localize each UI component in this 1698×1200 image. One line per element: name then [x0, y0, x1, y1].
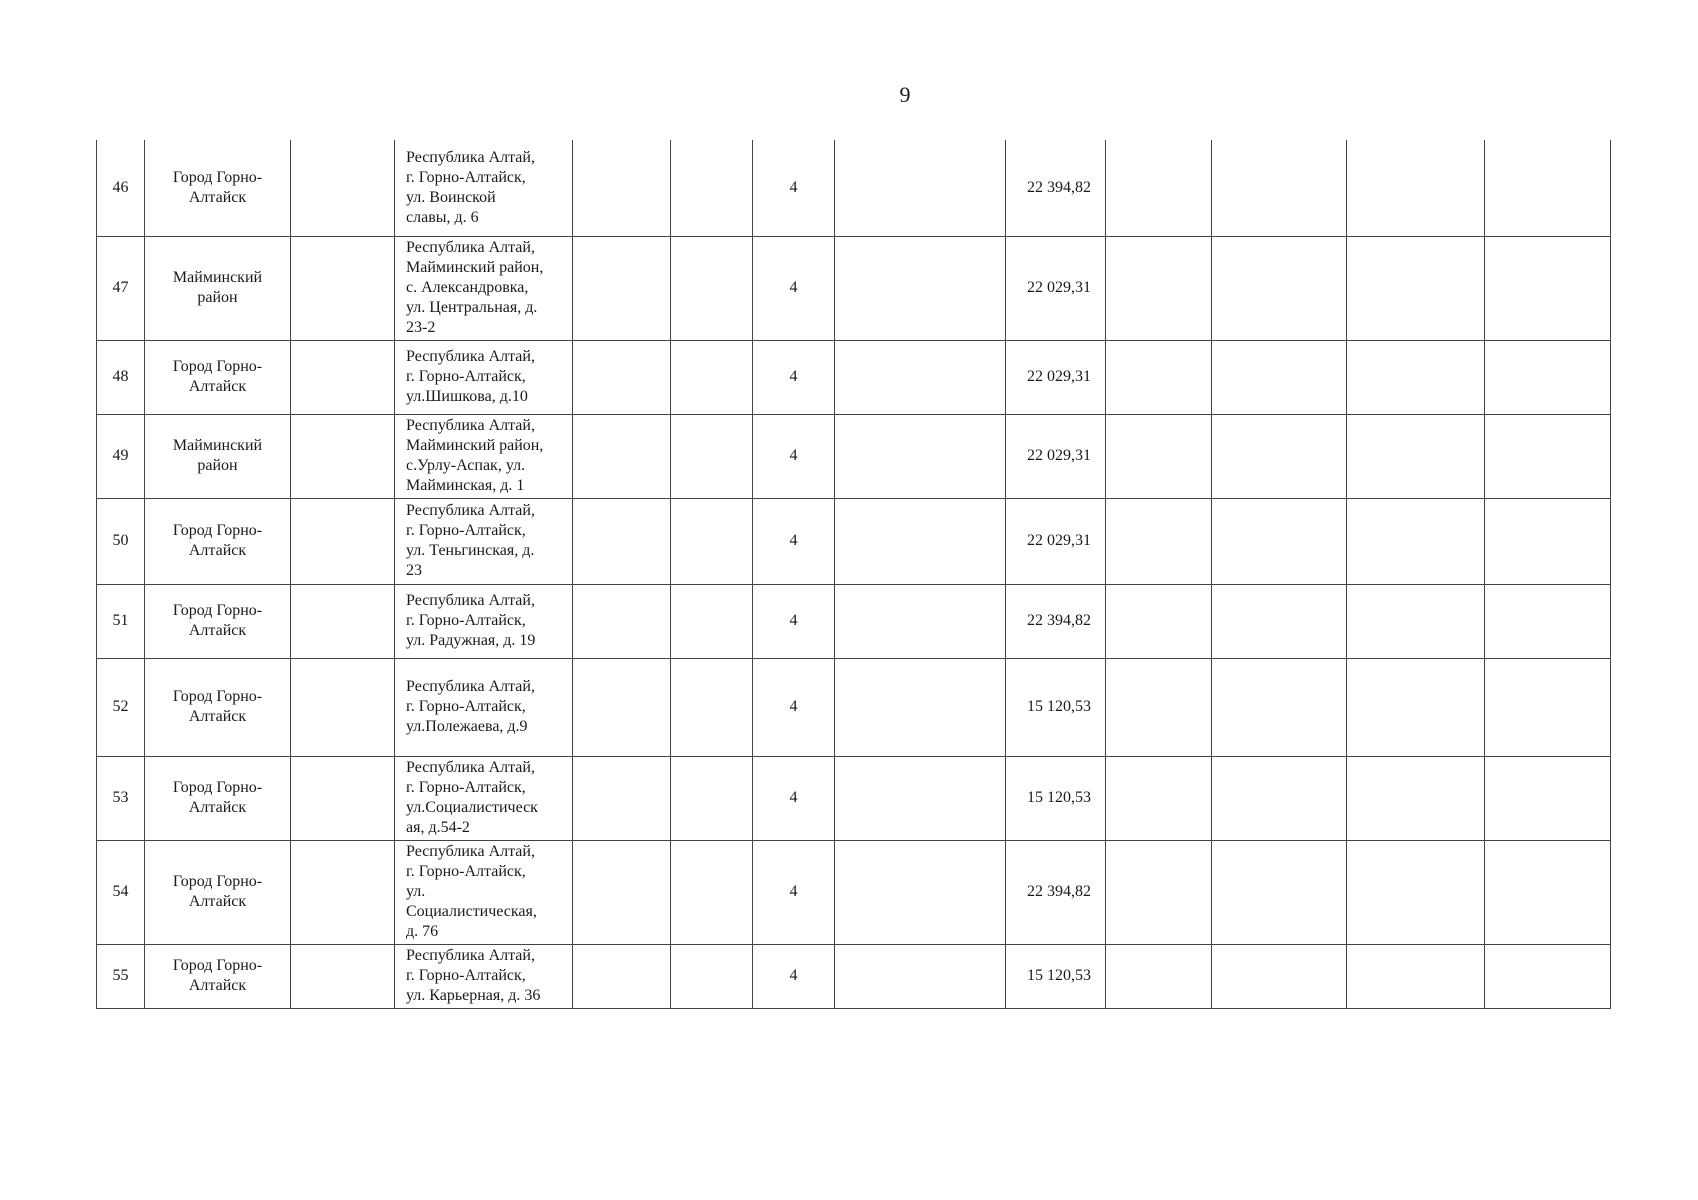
- address-line: Республика Алтай,: [406, 417, 535, 434]
- empty-cell: [1106, 658, 1212, 756]
- empty-cell: [573, 414, 671, 498]
- empty-cell: [1485, 236, 1611, 340]
- empty-cell: [671, 498, 753, 584]
- row-number-cell: 55: [97, 944, 145, 1008]
- address-cell: [395, 340, 573, 414]
- empty-cell: [1347, 140, 1485, 236]
- address-line: г. Горно-Алтайск,: [406, 967, 526, 984]
- address-line: Республика Алтай,: [406, 947, 535, 964]
- empty-cell: [835, 584, 1006, 658]
- district-cell: Город Горно-Алтайск: [145, 944, 291, 1008]
- address-line: ая, д.54-2: [406, 819, 470, 836]
- empty-cell: [1347, 414, 1485, 498]
- empty-cell: [835, 414, 1006, 498]
- address-cell: [395, 236, 573, 340]
- empty-cell: [1106, 414, 1212, 498]
- count-cell: 4: [753, 584, 835, 658]
- address-line: ул.Шишкова, д.10: [406, 388, 528, 405]
- empty-cell: [1106, 840, 1212, 944]
- empty-cell: [573, 840, 671, 944]
- empty-cell: [1106, 944, 1212, 1008]
- address-line: ул. Радужная, д. 19: [406, 632, 536, 649]
- table-row: [97, 340, 1611, 414]
- row-number-cell: 47: [97, 236, 145, 340]
- empty-cell: [1347, 756, 1485, 840]
- table-row: [97, 756, 1611, 840]
- address-line: Республика Алтай,: [406, 348, 535, 365]
- count-cell: 4: [753, 756, 835, 840]
- district-cell: Майминский район: [145, 236, 291, 340]
- empty-cell: [1212, 140, 1347, 236]
- empty-cell: [291, 658, 395, 756]
- address-line: г. Горно-Алтайск,: [406, 522, 526, 539]
- empty-cell: [1212, 340, 1347, 414]
- address-line: Республика Алтай,: [406, 592, 535, 609]
- amount-cell: 22 029,31: [1006, 340, 1106, 414]
- empty-cell: [671, 414, 753, 498]
- table-row: [97, 840, 1611, 944]
- empty-cell: [1212, 944, 1347, 1008]
- district-cell: Город Горно-Алтайск: [145, 140, 291, 236]
- address-line: ул.: [406, 883, 426, 900]
- address-line: Республика Алтай,: [406, 759, 535, 776]
- amount-cell: 15 120,53: [1006, 944, 1106, 1008]
- empty-cell: [1212, 584, 1347, 658]
- amount-cell: 22 394,82: [1006, 140, 1106, 236]
- empty-cell: [1106, 584, 1212, 658]
- empty-cell: [291, 840, 395, 944]
- address-line: Республика Алтай,: [406, 502, 535, 519]
- registry-table: [96, 140, 1611, 1009]
- address-line: славы, д. 6: [406, 208, 479, 226]
- row-number-cell: 50: [97, 498, 145, 584]
- empty-cell: [835, 658, 1006, 756]
- row-number-cell: 52: [97, 658, 145, 756]
- address-line: Майминский район,: [406, 437, 544, 454]
- row-number-cell: 48: [97, 340, 145, 414]
- empty-cell: [1347, 584, 1485, 658]
- address-line: ул. Центральная, д.: [406, 299, 538, 316]
- count-cell: 4: [753, 840, 835, 944]
- empty-cell: [835, 756, 1006, 840]
- row-number-cell: 53: [97, 756, 145, 840]
- empty-cell: [671, 840, 753, 944]
- address-line: Майминская, д. 1: [406, 477, 525, 494]
- row-number-cell: 49: [97, 414, 145, 498]
- address-line: ул. Карьерная, д. 36: [406, 987, 541, 1004]
- amount-cell: 22 394,82: [1006, 584, 1106, 658]
- empty-cell: [1485, 340, 1611, 414]
- district-cell: Город Горно-Алтайск: [145, 498, 291, 584]
- address-line: Республика Алтай,: [406, 843, 535, 860]
- page-number: 9: [899, 82, 911, 107]
- district-cell: Город Горно-Алтайск: [145, 658, 291, 756]
- empty-cell: [573, 944, 671, 1008]
- empty-cell: [835, 840, 1006, 944]
- empty-cell: [1347, 340, 1485, 414]
- address-line: 23-2: [406, 319, 436, 336]
- table-row: [97, 140, 1611, 236]
- empty-cell: [671, 584, 753, 658]
- amount-cell: 22 029,31: [1006, 414, 1106, 498]
- empty-cell: [1485, 414, 1611, 498]
- district-cell: Город Горно-Алтайск: [145, 340, 291, 414]
- table-row: [97, 414, 1611, 498]
- empty-cell: [835, 944, 1006, 1008]
- address-line: г. Горно-Алтайск,: [406, 612, 526, 629]
- empty-cell: [1485, 840, 1611, 944]
- empty-cell: [573, 236, 671, 340]
- empty-cell: [1485, 140, 1611, 236]
- address-line: Республика Алтай,: [406, 239, 535, 256]
- address-line: ул. Воинской: [406, 188, 496, 206]
- district-cell: Майминский район: [145, 414, 291, 498]
- row-number-cell: 46: [97, 140, 145, 236]
- address-line: г. Горно-Алтайск,: [406, 698, 526, 715]
- address-cell: [395, 140, 573, 236]
- empty-cell: [291, 140, 395, 236]
- empty-cell: [671, 236, 753, 340]
- address-line: с.Урлу-Аспак, ул.: [406, 457, 526, 474]
- empty-cell: [1212, 658, 1347, 756]
- table-row: [97, 236, 1611, 340]
- empty-cell: [835, 340, 1006, 414]
- empty-cell: [573, 584, 671, 658]
- empty-cell: [1485, 944, 1611, 1008]
- address-line: 23: [406, 562, 422, 579]
- empty-cell: [1347, 944, 1485, 1008]
- row-number-cell: 51: [97, 584, 145, 658]
- district-cell: Город Горно-Алтайск: [145, 756, 291, 840]
- address-line: Майминский район,: [406, 259, 544, 276]
- count-cell: 4: [753, 498, 835, 584]
- address-cell: [395, 944, 573, 1008]
- empty-cell: [291, 340, 395, 414]
- address-line: с. Александровка,: [406, 279, 529, 296]
- table-row: [97, 584, 1611, 658]
- empty-cell: [291, 944, 395, 1008]
- empty-cell: [573, 756, 671, 840]
- table-row: [97, 658, 1611, 756]
- count-cell: 4: [753, 236, 835, 340]
- address-line: ул. Теньгинская, д.: [406, 542, 535, 559]
- count-cell: 4: [753, 140, 835, 236]
- empty-cell: [1347, 840, 1485, 944]
- empty-cell: [671, 756, 753, 840]
- address-cell: [395, 840, 573, 944]
- row-number-cell: 54: [97, 840, 145, 944]
- address-line: Республика Алтай,: [406, 678, 535, 695]
- empty-cell: [1485, 584, 1611, 658]
- amount-cell: 22 029,31: [1006, 236, 1106, 340]
- empty-cell: [573, 498, 671, 584]
- empty-cell: [671, 340, 753, 414]
- empty-cell: [1485, 756, 1611, 840]
- empty-cell: [1212, 414, 1347, 498]
- count-cell: 4: [753, 340, 835, 414]
- empty-cell: [291, 584, 395, 658]
- empty-cell: [1106, 140, 1212, 236]
- count-cell: 4: [753, 944, 835, 1008]
- address-cell: [395, 584, 573, 658]
- table-row: [97, 944, 1611, 1008]
- empty-cell: [573, 140, 671, 236]
- empty-cell: [1212, 498, 1347, 584]
- empty-cell: [291, 756, 395, 840]
- empty-cell: [1212, 840, 1347, 944]
- address-line: г. Горно-Алтайск,: [406, 368, 526, 385]
- empty-cell: [671, 944, 753, 1008]
- empty-cell: [835, 236, 1006, 340]
- address-line: Социалистическая,: [406, 903, 537, 920]
- empty-cell: [573, 340, 671, 414]
- empty-cell: [291, 498, 395, 584]
- address-line: ул.Социалистическ: [406, 799, 538, 816]
- amount-cell: 15 120,53: [1006, 658, 1106, 756]
- empty-cell: [671, 140, 753, 236]
- district-cell: Город Горно-Алтайск: [145, 840, 291, 944]
- empty-cell: [671, 658, 753, 756]
- amount-cell: 15 120,53: [1006, 756, 1106, 840]
- amount-cell: 22 029,31: [1006, 498, 1106, 584]
- empty-cell: [1212, 756, 1347, 840]
- empty-cell: [291, 414, 395, 498]
- address-line: г. Горно-Алтайск,: [406, 779, 526, 796]
- address-line: г. Горно-Алтайск,: [406, 168, 526, 186]
- table-row: [97, 498, 1611, 584]
- address-cell: [395, 414, 573, 498]
- address-line: д. 76: [406, 923, 439, 940]
- empty-cell: [1485, 498, 1611, 584]
- address-cell: [395, 498, 573, 584]
- empty-cell: [1106, 498, 1212, 584]
- empty-cell: [1106, 756, 1212, 840]
- empty-cell: [1106, 340, 1212, 414]
- address-line: Республика Алтай,: [406, 148, 535, 166]
- address-line: г. Горно-Алтайск,: [406, 863, 526, 880]
- district-cell: Город Горно-Алтайск: [145, 584, 291, 658]
- empty-cell: [835, 140, 1006, 236]
- empty-cell: [291, 236, 395, 340]
- count-cell: 4: [753, 658, 835, 756]
- amount-cell: 22 394,82: [1006, 840, 1106, 944]
- empty-cell: [835, 498, 1006, 584]
- empty-cell: [1485, 658, 1611, 756]
- empty-cell: [1347, 236, 1485, 340]
- empty-cell: [1347, 658, 1485, 756]
- empty-cell: [573, 658, 671, 756]
- empty-cell: [1347, 498, 1485, 584]
- address-line: ул.Полежаева, д.9: [406, 718, 528, 735]
- address-cell: [395, 756, 573, 840]
- empty-cell: [1106, 236, 1212, 340]
- count-cell: 4: [753, 414, 835, 498]
- empty-cell: [1212, 236, 1347, 340]
- address-cell: [395, 658, 573, 756]
